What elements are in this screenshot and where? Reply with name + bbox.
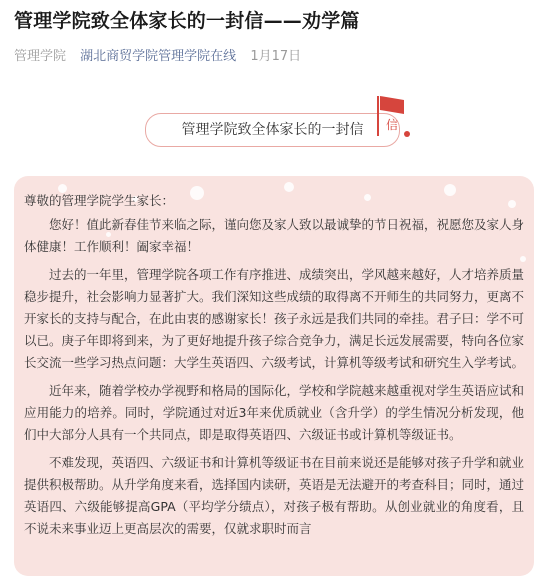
letter-box (14, 176, 534, 576)
letter-salutation: 尊敬的管理学院学生家长： (24, 193, 175, 208)
banner-title: 管理学院致全体家长的一封信 (181, 122, 364, 138)
letter-flag-icon (374, 92, 412, 138)
banner (145, 113, 400, 147)
letter-body (24, 190, 524, 546)
letter-paragraph: 不难发现，英语四、六级证书和计算机等级证书在目前来说还是能够对孩子升学和就业提供积极帮助。从升学角度来看，选择国内读研，英语是无法避开的考查科目；同时，通过英语四、六级能够提高GPA（平均学分绩点），对孩子极有帮助。从创业就业的角度看，且不说未来事业迈上更高层次的需要，仅就求职时而言 (24, 455, 525, 536)
article-meta (14, 45, 301, 64)
letter-paragraph: 过去的一年里，管理学院各项工作有序推进、成绩突出，学风越来越好，人才培养质量稳步提升，社会影响力显著扩大。我们深知这些成绩的取得离不开师生的共同努力，更离不开家长的支持与配合，在此由衷的感谢家长！孩子永远是我们共同的牵挂。君子曰：学不可以已。庚子年即将到来，为了更好地提升孩子综合竞争力，满足长远发展需要，特向各位家长交流一些学习热点问题：大学生英语四、六级考试，计算机等级考试和研究生入学考试。 (24, 267, 525, 370)
source-label: 管理学院 (14, 49, 67, 64)
letter-paragraph: 近年来，随着学校办学视野和格局的国际化，学校和学院越来越重视对学生英语应试和应用能力的培养。同时，学院通过对近3年来优质就业（含升学）的学生情况分析发现，他们中大部分人具有一个共同点，即是取得英语四、六级证书或计算机等级证书。 (24, 383, 525, 442)
letter-paragraph: 您好！值此新春佳节来临之际，谨向您及家人致以最诚挚的节日祝福，祝愿您及家人身体健康！工作顺利！阖家幸福！ (24, 217, 525, 254)
flag-char: 信 (386, 118, 399, 132)
publish-date: 1月17日 (250, 49, 302, 64)
account-name-link[interactable]: 湖北商贸学院管理学院在线 (80, 49, 237, 64)
article-title: 管理学院致全体家长的一封信——劝学篇 (14, 10, 360, 32)
